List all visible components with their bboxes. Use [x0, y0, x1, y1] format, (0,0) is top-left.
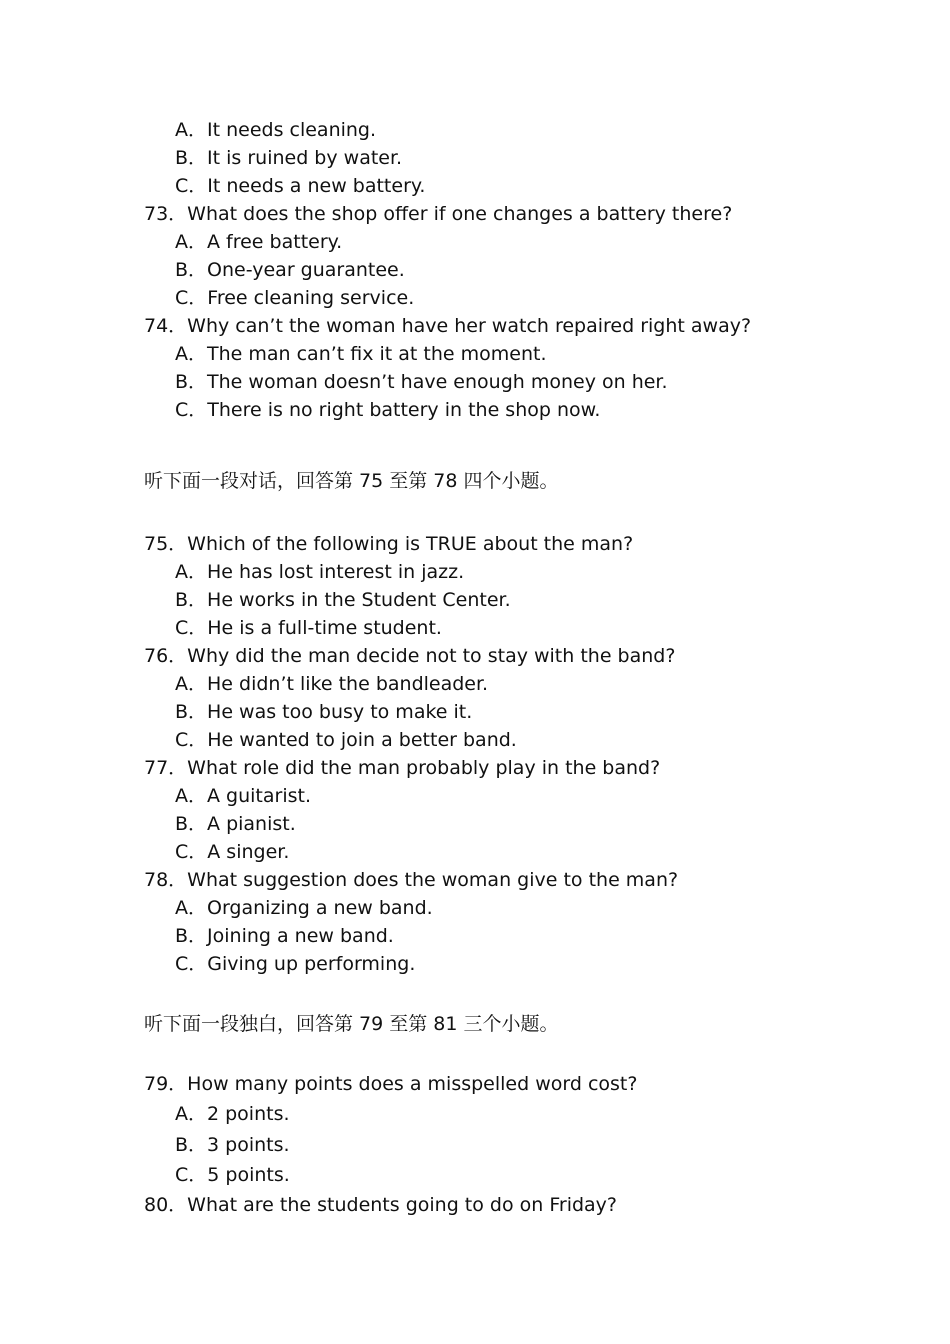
question: 73．What does the shop offer if one changes a battery there? [144, 203, 733, 225]
question: 78．What suggestion does the woman give to the man? [144, 869, 679, 891]
answer-option: A．Organizing a new band. [175, 897, 433, 919]
answer-option: A．He has lost interest in jazz. [175, 561, 465, 583]
answer-option: A．A guitarist. [175, 785, 311, 807]
section-instruction: 听下面一段对话，回答第 75 至第 78 四个小题。 [144, 470, 559, 492]
answer-option: B．It is ruined by water. [175, 147, 403, 169]
question: 74．Why can’t the woman have her watch repaired right away? [144, 315, 752, 337]
answer-option: B．Joining a new band. [175, 925, 394, 947]
answer-option: B．The woman doesn’t have enough money on her. [175, 371, 668, 393]
answer-option: C．Free cleaning service. [175, 287, 415, 309]
answer-option: B．One-year guarantee. [175, 259, 405, 281]
answer-option: A．A free battery. [175, 231, 343, 253]
answer-option: C．He wanted to join a better band. [175, 729, 517, 751]
answer-option: A．The man can’t fix it at the moment. [175, 343, 547, 365]
question: 80．What are the students going to do on Friday? [144, 1194, 618, 1216]
answer-option: A．He didn’t like the bandleader. [175, 673, 489, 695]
answer-option: B．He works in the Student Center. [175, 589, 511, 611]
question: 77．What role did the man probably play in the band? [144, 757, 661, 779]
answer-option: B．He was too busy to make it. [175, 701, 473, 723]
answer-option: A．2 points. [175, 1103, 290, 1125]
answer-option: C．5 points. [175, 1164, 290, 1186]
answer-option: B．A pianist. [175, 813, 296, 835]
question: 75．Which of the following is TRUE about the man? [144, 533, 634, 555]
answer-option: C．A singer. [175, 841, 290, 863]
answer-option: C．Giving up performing. [175, 953, 416, 975]
answer-option: C．He is a full-time student. [175, 617, 442, 639]
answer-option: B．3 points. [175, 1134, 290, 1156]
answer-option: C．It needs a new battery. [175, 175, 426, 197]
answer-option: A．It needs cleaning. [175, 119, 377, 141]
answer-option: C．There is no right battery in the shop now. [175, 399, 601, 421]
question: 76．Why did the man decide not to stay with the band? [144, 645, 676, 667]
section-instruction: 听下面一段独白，回答第 79 至第 81 三个小题。 [144, 1013, 559, 1035]
question: 79．How many points does a misspelled word cost? [144, 1073, 638, 1095]
